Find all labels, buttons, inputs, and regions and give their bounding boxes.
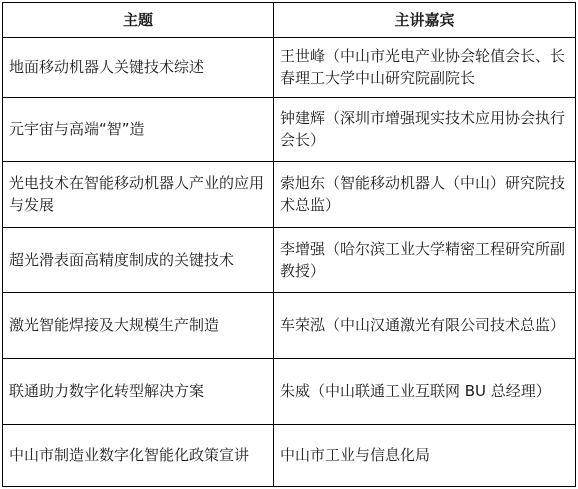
table-row xyxy=(3,161,576,227)
topic-cell: 元宇宙与高端“智”造 xyxy=(3,97,274,161)
speaker-cell: 李增强（哈尔滨工业大学精密工程研究所副教授） xyxy=(274,227,576,292)
speaker-cell: 中山市工业与信息化局 xyxy=(274,424,576,486)
topic-cell: 光电技术在智能移动机器人产业的应用与发展 xyxy=(3,161,274,227)
header-topic: 主题 xyxy=(3,3,274,38)
topic-cell: 中山市制造业数字化智能化政策宣讲 xyxy=(3,424,274,486)
table-row xyxy=(3,38,576,98)
table-row xyxy=(3,97,576,161)
header-speaker: 主讲嘉宾 xyxy=(274,3,576,38)
table-row xyxy=(3,292,576,358)
schedule-table xyxy=(2,2,576,487)
speaker-cell: 王世峰（中山市光电产业协会轮值会长、长春理工大学中山研究院副院长 xyxy=(274,38,576,98)
topic-cell: 超光滑表面高精度制成的关键技术 xyxy=(3,227,274,292)
speaker-cell: 朱威（中山联通工业互联网 BU 总经理） xyxy=(274,358,576,424)
table-row xyxy=(3,227,576,292)
table-row xyxy=(3,358,576,424)
table-header-row xyxy=(3,3,576,38)
topic-cell: 激光智能焊接及大规模生产制造 xyxy=(3,292,274,358)
table-row xyxy=(3,424,576,486)
speaker-cell: 钟建辉（深圳市增强现实技术应用协会执行会长） xyxy=(274,97,576,161)
speaker-cell: 车荣泓（中山汉通激光有限公司技术总监） xyxy=(274,292,576,358)
topic-cell: 联通助力数字化转型解决方案 xyxy=(3,358,274,424)
speaker-cell: 索旭东（智能移动机器人（中山）研究院技术总监） xyxy=(274,161,576,227)
topic-cell: 地面移动机器人关键技术综述 xyxy=(3,38,274,98)
